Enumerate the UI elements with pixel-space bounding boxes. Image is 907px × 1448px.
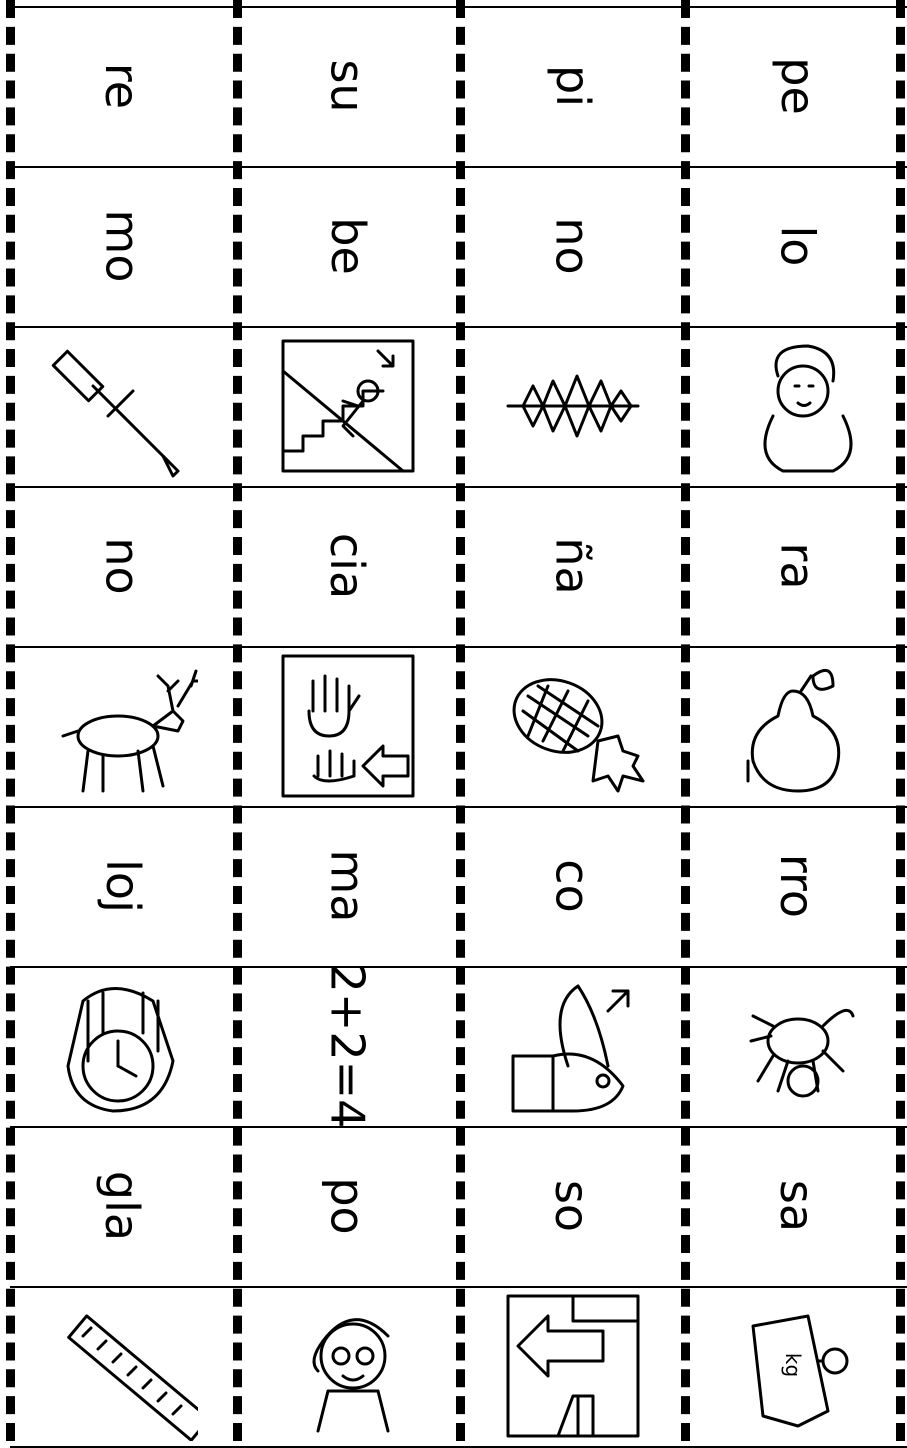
picture-card <box>10 1286 235 1446</box>
syllable-text: re <box>95 62 150 110</box>
picture-card <box>685 966 907 1126</box>
syllable-card <box>685 166 907 326</box>
syllable-card <box>10 166 235 326</box>
picture-card <box>685 646 907 806</box>
syllable-card <box>235 166 460 326</box>
syllable-card <box>235 806 460 966</box>
ruler-icon <box>48 1291 198 1441</box>
syllable-text: mo <box>95 209 150 283</box>
syllable-card <box>460 486 685 646</box>
picture-card <box>460 326 685 486</box>
picture-card <box>685 1286 907 1446</box>
picture-card <box>10 966 235 1126</box>
picture-card <box>460 966 685 1126</box>
picture-card <box>460 646 685 806</box>
syllable-card <box>235 963 460 1129</box>
picture-card <box>235 326 460 486</box>
syllable-card <box>235 1126 460 1286</box>
picture-card <box>10 646 235 806</box>
weight-icon <box>723 1291 873 1441</box>
picture-card <box>10 326 235 486</box>
thinking-boy-icon <box>273 1291 423 1441</box>
pine-tree-icon <box>498 331 648 481</box>
syllable-text: pi <box>545 65 600 107</box>
syllable-text: so <box>545 1179 600 1233</box>
syllable-text: sa <box>770 1179 825 1233</box>
syllable-text: ra <box>770 542 825 590</box>
syllable-card <box>235 486 460 646</box>
syllable-text: co <box>545 859 600 913</box>
princess-icon <box>723 331 873 481</box>
hands-icon <box>273 651 423 801</box>
pear-icon <box>723 651 873 801</box>
pineapple-icon <box>498 651 648 801</box>
syllable-card <box>10 486 235 646</box>
syllable-text: loj <box>95 859 150 913</box>
syllable-card <box>460 1126 685 1286</box>
syllable-card <box>460 806 685 966</box>
picture-card <box>685 326 907 486</box>
syllable-text: 2+2=4 <box>320 963 375 1129</box>
syllable-text: pe <box>770 57 825 115</box>
syllable-card <box>685 6 907 166</box>
picture-card <box>460 1286 685 1446</box>
puppy-icon <box>723 971 873 1121</box>
syllable-text: lo <box>770 225 825 267</box>
picture-card <box>235 646 460 806</box>
syllable-card <box>685 486 907 646</box>
wristwatch-icon <box>48 971 198 1121</box>
person-going-downstairs-icon <box>273 331 423 481</box>
weight-label: kg <box>780 1352 805 1378</box>
screwdriver-icon <box>48 331 198 481</box>
syllable-card <box>10 1126 235 1286</box>
syllable-card <box>460 166 685 326</box>
syllable-text: ña <box>545 537 600 595</box>
syllable-text: po <box>320 1177 375 1235</box>
syllable-text: su <box>320 59 375 113</box>
syllable-card <box>10 806 235 966</box>
bird-beak-icon <box>498 971 648 1121</box>
syllable-text: ma <box>320 849 375 923</box>
syllable-text: cia <box>320 532 375 600</box>
syllable-text: be <box>320 217 375 275</box>
syllable-card <box>685 1126 907 1286</box>
door-arrow-icon <box>498 1291 648 1441</box>
syllable-card <box>460 6 685 166</box>
syllable-text: gla <box>95 1170 150 1242</box>
picture-card <box>235 1286 460 1446</box>
syllable-text: no <box>545 217 600 275</box>
deer-icon <box>48 651 198 801</box>
syllable-card <box>235 6 460 166</box>
syllable-text: no <box>95 537 150 595</box>
syllable-card <box>685 806 907 966</box>
syllable-card <box>10 6 235 166</box>
syllable-text: rro <box>770 853 825 919</box>
